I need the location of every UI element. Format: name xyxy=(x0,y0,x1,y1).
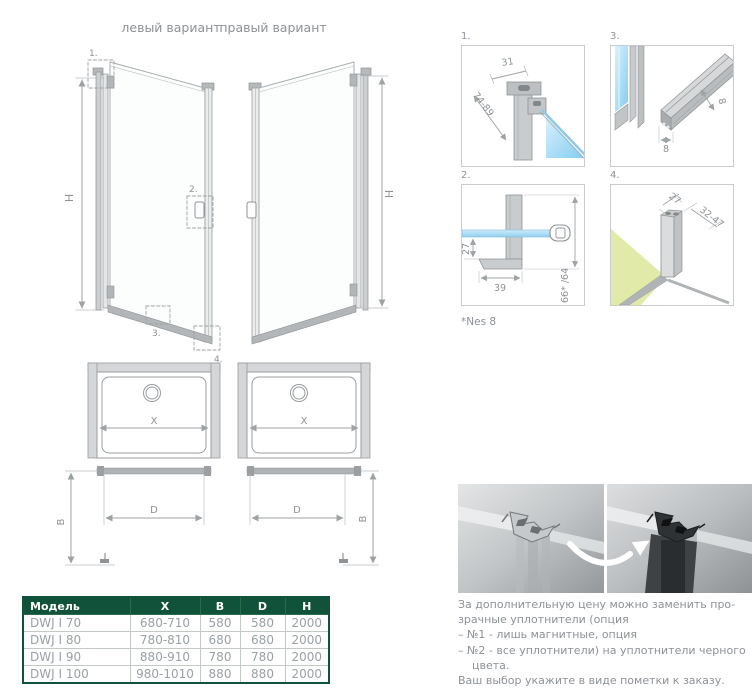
note-line: зрачные уплотнители (опция xyxy=(458,613,629,627)
detail-label-3: 3. xyxy=(610,31,620,42)
h-dimension-label: H xyxy=(383,189,396,199)
b-dimension-label: B xyxy=(56,518,67,526)
callout-2: 2. xyxy=(189,185,198,195)
table-cell: 880 xyxy=(240,666,285,684)
d-dimension-label: D xyxy=(293,505,301,516)
detail-label-2: 2. xyxy=(461,170,471,181)
dim-27: 27 xyxy=(462,242,472,256)
callout-4: 4. xyxy=(214,355,223,363)
detail-label-4: 4. xyxy=(610,170,620,181)
notes-text xyxy=(458,597,752,688)
spec-table xyxy=(22,596,330,684)
table-cell: 880-910 xyxy=(130,649,200,666)
table-cell: DWJ I 100 xyxy=(23,666,130,684)
replace-arrow-icon xyxy=(458,484,752,593)
dim-31: 31 xyxy=(500,56,515,69)
table-cell: 780-810 xyxy=(130,632,200,649)
table-cell: 680 xyxy=(200,632,240,649)
table-cell: 980-1010 xyxy=(130,666,200,684)
seal-photos xyxy=(458,484,752,593)
table-cell: DWJ I 90 xyxy=(23,649,130,666)
variant-label-right: правый вариант xyxy=(219,20,327,35)
table-cell: 580 xyxy=(200,615,240,632)
table-header-row xyxy=(23,597,329,615)
table-header-cell: B xyxy=(200,597,240,615)
variant-label-left: левый вариант xyxy=(121,20,221,35)
right-door xyxy=(247,62,396,344)
table-header-cell: H xyxy=(285,597,329,615)
table-cell: 2000 xyxy=(285,632,329,649)
spec-table-wrapper xyxy=(22,596,330,684)
glass-panel xyxy=(462,230,550,237)
dim-39: 39 xyxy=(493,283,507,294)
table-cell: 780 xyxy=(240,649,285,666)
dim-8-side: 8 xyxy=(715,97,728,106)
table-cell: 2000 xyxy=(285,666,329,684)
note-line: Ваш выбор укажите в виде пометки к заказу. xyxy=(458,674,725,688)
glass-panel xyxy=(615,46,628,112)
table-header-cell: D xyxy=(240,597,285,615)
table-header-cell: X xyxy=(130,597,200,615)
x-dimension-label: X xyxy=(150,416,158,427)
table-row xyxy=(23,649,329,666)
callout-3: 3. xyxy=(152,329,161,339)
open-door-mark xyxy=(100,553,109,563)
dim-32-47: 32-47 xyxy=(697,204,726,231)
detail-box-1 xyxy=(461,45,585,167)
table-cell: 780 xyxy=(200,649,240,666)
top-view-left xyxy=(56,363,220,565)
table-cell: 680-710 xyxy=(130,615,200,632)
table-cell: DWJ I 70 xyxy=(23,615,130,632)
door-handle xyxy=(247,202,256,218)
table-cell: 2000 xyxy=(285,615,329,632)
table-row xyxy=(23,632,329,649)
table-cell: 880 xyxy=(200,666,240,684)
detail-label-1: 1. xyxy=(461,31,471,42)
table-cell: 680 xyxy=(240,632,285,649)
table-cell: DWJ I 80 xyxy=(23,632,130,649)
detail-box-4 xyxy=(610,184,734,306)
table-header-cell: Модель xyxy=(23,597,130,615)
top-views-drawing xyxy=(55,355,400,590)
dim-8-bottom: 8 xyxy=(662,144,670,155)
d-dimension-label: D xyxy=(150,505,158,516)
dim-66-64: 66* /64 xyxy=(560,267,571,303)
dim-74-89: 74-89 xyxy=(470,90,496,119)
top-view-right xyxy=(238,363,379,565)
table-row xyxy=(23,666,329,684)
note-line: – №1 - лишь магнитные, опция xyxy=(458,628,638,642)
door-elevations-drawing xyxy=(60,18,420,363)
detail-box-2 xyxy=(461,184,585,306)
open-door-mark xyxy=(339,553,348,563)
dim-27-top: 27 xyxy=(666,190,683,208)
detail-box-3 xyxy=(610,45,734,167)
callout-1: 1. xyxy=(89,49,98,59)
wall-profile-clamp xyxy=(550,225,570,241)
footnote-nes8: *Nes 8 xyxy=(461,316,497,328)
b-dimension-label: B xyxy=(358,515,369,523)
table-row xyxy=(23,615,329,632)
h-dimension-label: H xyxy=(63,193,76,203)
x-dimension-label: X xyxy=(300,416,308,427)
note-line: За дополнительную цену можно заменить про- xyxy=(458,598,736,611)
note-line: цвета. xyxy=(472,658,510,672)
table-cell: 2000 xyxy=(285,649,329,666)
table-cell: 580 xyxy=(240,615,285,632)
left-door xyxy=(63,49,223,363)
note-line: – №2 - все уплотнители) на уплотнители черного xyxy=(458,643,746,657)
door-handle xyxy=(195,202,204,218)
